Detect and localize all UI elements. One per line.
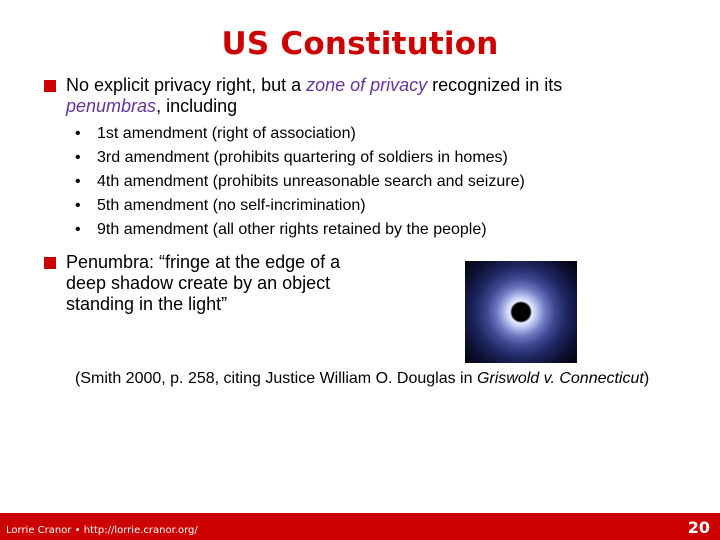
zone-of-privacy: zone of privacy [306,75,428,95]
round-bullet-icon: • [75,197,81,214]
square-bullet-icon [44,80,56,92]
sub-item-3 [75,172,525,191]
sub-item-text: 4th amendment (prohibits unreasonable search and seizure) [97,173,525,190]
citation [75,369,649,388]
page-number: 20 [687,518,710,537]
bullet-2-line-2: deep shadow create by an object [66,273,331,293]
bullet-1-post: , including [156,96,238,116]
footer-bar [0,513,720,540]
sub-item-text: 5th amendment (no self-incrimination) [97,197,366,214]
bullet-2-line-3: standing in the light” [66,294,228,314]
sub-item-1 [75,124,356,143]
square-bullet-icon [44,257,56,269]
sub-item-text: 1st amendment (right of association) [97,125,356,142]
round-bullet-icon: • [75,125,81,142]
slide-title: US Constitution [221,26,499,62]
round-bullet-icon: • [75,173,81,190]
bullet-2-text [66,252,396,315]
sub-item-4 [75,196,366,215]
bullet-2-line-1: Penumbra: “fringe at the edge of a [66,252,341,272]
bullet-1-text [66,75,686,117]
citation-pre: (Smith 2000, p. 258, citing Justice William O. Douglas in [75,370,477,387]
bullet-1-pre: No explicit privacy right, but a [66,75,307,95]
round-bullet-icon: • [75,149,81,166]
footer-text: Lorrie Cranor • http://lorrie.cranor.org/ [6,525,198,536]
citation-case: Griswold v. Connecticut [476,370,644,387]
penumbra-eclipse-image [465,261,577,363]
round-bullet-icon: • [75,221,81,238]
bullet-1-mid: recognized in its [427,75,563,95]
sub-item-2 [75,148,508,167]
sub-item-5 [75,220,487,239]
penumbras: penumbras [66,96,157,116]
sub-item-text: 3rd amendment (prohibits quartering of soldiers in homes) [97,149,508,166]
citation-post: ) [643,370,650,387]
sub-item-text: 9th amendment (all other rights retained by the people) [97,221,487,238]
